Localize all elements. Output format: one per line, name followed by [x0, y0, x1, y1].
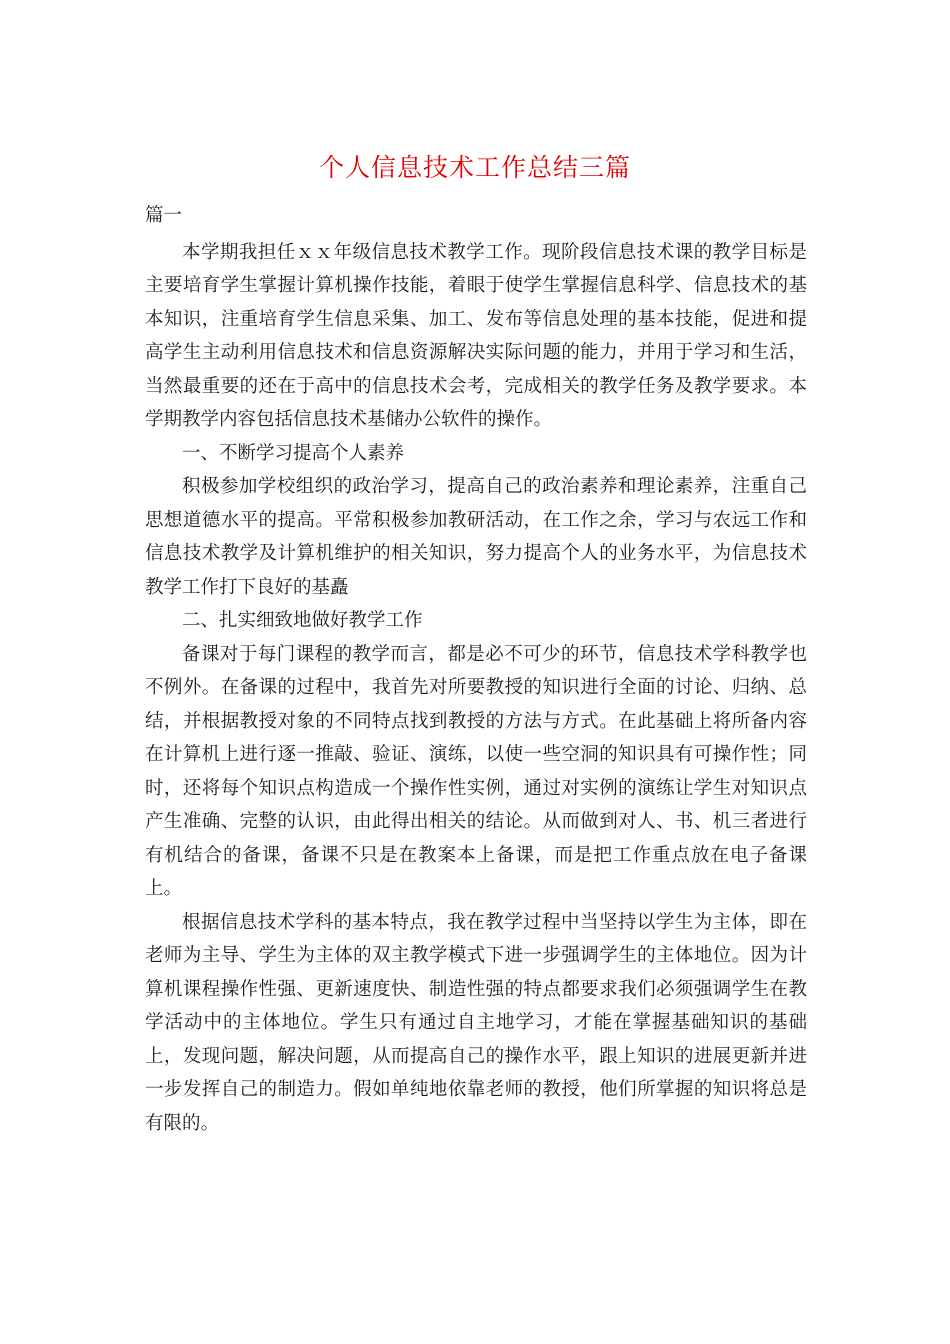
paragraph-preparation: 备课对于每门课程的教学而言，都是必不可少的环节，信息技术学科教学也不例外。在备课的过程中，我首先对所要教授的知识进行全面的讨论、归纳、总结，并根据教授对象的不同特点找到教授的方法与方式。在此基础上将所备内容在计算机上进行逐一推敲、验证、演练，以使一些空洞的知识具有可操作性；同时，还将每个知识点构造成一个操作性实例，通过对实例的演练让学生对知识点产生准确、完整的认识，由此得出相关的结论。从而做到对人、书、机三者进行有机结合的备课，备课不只是在教案本上备课，而是把工作重点放在电子备课上。 [145, 643, 807, 899]
heading-study: 一、不断学习提高个人素养 [182, 442, 405, 464]
document-body [145, 199, 807, 1140]
paragraph-intro: 本学期我担任ｘｘ年级信息技术教学工作。现阶段信息技术课的教学目标是主要培育学生掌握计算机操作技能，着眼于使学生掌握信息科学、信息技术的基本知识，注重培育学生信息采集、加工、发布等信息处理的基本技能，促进和提高学生主动利用信息技术和信息资源解决实际问题的能力，并用于学习和生活，当然最重要的还在于高中的信息技术会考，完成相关的教学任务及教学要求。本学期教学内容包括信息技术基储办公软件的操作。 [145, 241, 807, 430]
heading-teaching: 二、扎实细致地做好教学工作 [182, 610, 423, 631]
document-title: 个人信息技术工作总结三篇 [318, 153, 631, 182]
paragraph-study: 积极参加学校组织的政治学习，提高自己的政治素养和理论素养，注重自己思想道德水平的提高。平常积极参加教研活动，在工作之余，学习与农远工作和信息技术教学及计算机维护的相关知识，努力提高个人的业务水平，为信息技术教学工作打下良好的基矗 [145, 476, 807, 598]
section-label: 篇一 [145, 205, 183, 226]
paragraph-student-centered: 根据信息技术学科的基本特点，我在教学过程中当坚持以学生为主体，即在老师为主导、学生为主体的双主教学模式下进一步强调学生的主体地位。因为计算机课程操作性强、更新速度快、制造性强的特点都要求我们必须强调学生在教学活动中的主体地位。学生只有通过自主地学习，才能在掌握基础知识的基础上，发现问题，解决问题，从而提高自己的操作水平，跟上知识的进展更新并进一步发挥自己的制造力。假如单纯地依靠老师的教授，他们所掌握的知识将总是有限的。 [145, 911, 807, 1134]
